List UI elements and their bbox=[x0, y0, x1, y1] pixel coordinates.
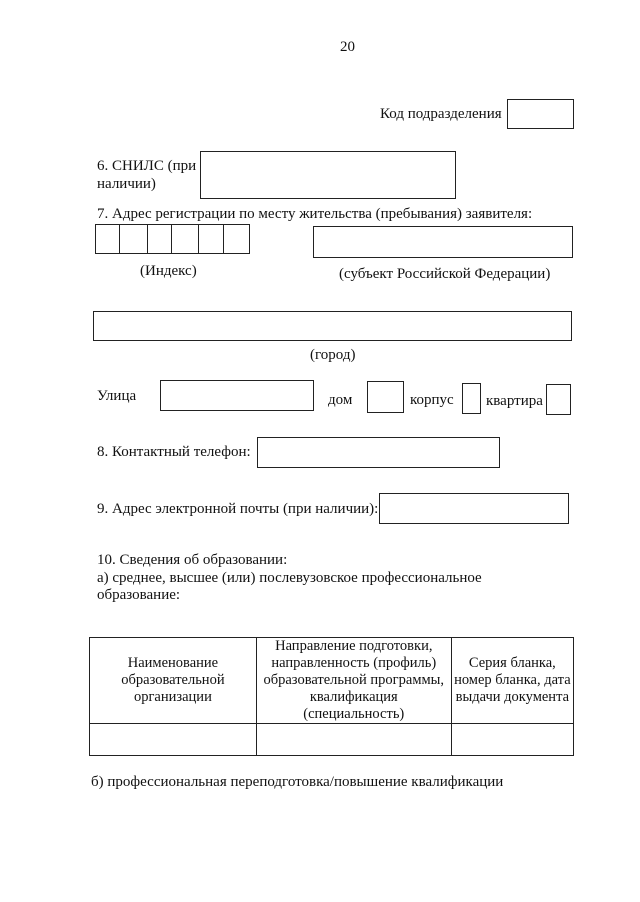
city-field[interactable] bbox=[93, 311, 572, 341]
education-table bbox=[89, 637, 574, 756]
email-field[interactable] bbox=[379, 493, 569, 524]
address-heading: 7. Адрес регистрации по месту жительства (пребывания) заявителя: bbox=[97, 206, 533, 222]
snils-label-line1: 6. СНИЛС (при bbox=[97, 158, 197, 174]
index-digit-6[interactable] bbox=[223, 224, 250, 254]
division-code-label: Код подразделения bbox=[380, 106, 502, 122]
column-header-document: Серия бланка, номер бланка, дата выдачи документа bbox=[451, 638, 573, 724]
education-sub-b: б) профессиональная переподготовка/повышение квалификации bbox=[91, 774, 504, 790]
table-cell[interactable] bbox=[451, 724, 573, 756]
street-label: Улица bbox=[97, 388, 137, 404]
index-digit-2[interactable] bbox=[119, 224, 148, 254]
table-cell[interactable] bbox=[256, 724, 451, 756]
column-header-direction: Направление подготовки, направленность (профиль) образовательной программы, квалификация (специальность) bbox=[256, 638, 451, 724]
snils-label-line2: наличии) bbox=[97, 176, 156, 192]
page-number: 20 bbox=[340, 39, 355, 55]
index-digit-3[interactable] bbox=[147, 224, 172, 254]
apartment-label: квартира bbox=[486, 393, 543, 409]
phone-label: 8. Контактный телефон: bbox=[97, 444, 251, 460]
city-caption: (город) bbox=[310, 347, 356, 363]
phone-field[interactable] bbox=[257, 437, 500, 468]
index-caption: (Индекс) bbox=[140, 263, 197, 279]
education-sub-a-line2: образование: bbox=[97, 587, 181, 603]
index-digit-5[interactable] bbox=[198, 224, 224, 254]
building-label: корпус bbox=[410, 392, 454, 408]
building-field[interactable] bbox=[462, 383, 481, 414]
table-cell[interactable] bbox=[90, 724, 257, 756]
region-caption: (субъект Российской Федерации) bbox=[339, 266, 551, 282]
index-digit-4[interactable] bbox=[171, 224, 199, 254]
snils-field[interactable] bbox=[200, 151, 456, 199]
region-field[interactable] bbox=[313, 226, 573, 258]
index-digit-1[interactable] bbox=[95, 224, 120, 254]
apartment-field[interactable] bbox=[546, 384, 571, 415]
house-field[interactable] bbox=[367, 381, 404, 413]
table-row bbox=[90, 724, 574, 756]
education-sub-a-line1: а) среднее, высшее (или) послевузовское профессиональное bbox=[97, 570, 482, 586]
house-label: дом bbox=[328, 392, 353, 408]
column-header-organization: Наименование образовательной организации bbox=[90, 638, 257, 724]
email-label: 9. Адрес электронной почты (при наличии): bbox=[97, 501, 379, 517]
division-code-field[interactable] bbox=[507, 99, 574, 129]
education-heading: 10. Сведения об образовании: bbox=[97, 552, 288, 568]
street-field[interactable] bbox=[160, 380, 314, 411]
